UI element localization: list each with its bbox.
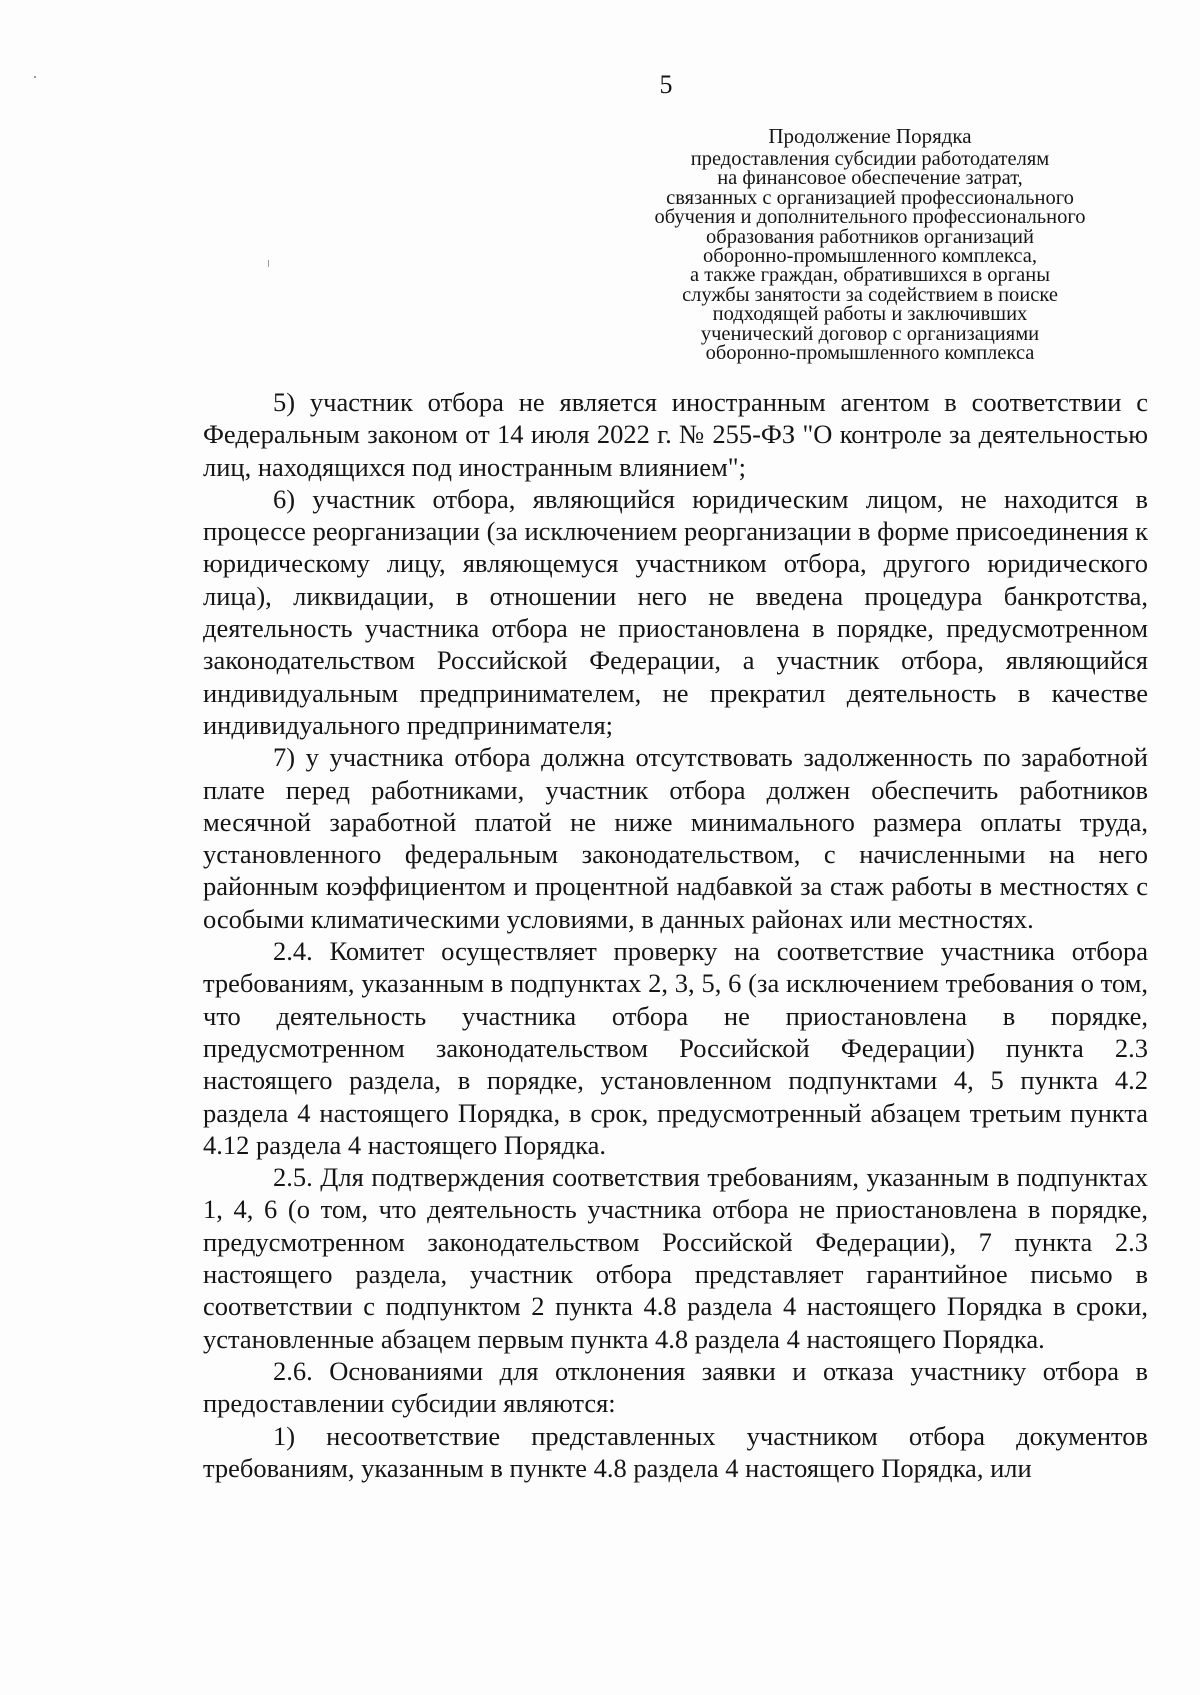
header-line: связанных с организацией профессионального xyxy=(666,186,1074,209)
header-line: на финансовое обеспечение затрат, xyxy=(717,167,1023,190)
paragraph-subitem-6: 6) участник отбора, являющийся юридическим лицом, не находится в процессе реорганизации (за исключением реорганизации в форме присоединения к юридическому лицу, являющемуся участником отбора, другого юридического лица), ликвидации, в отношении него не введена процедура банкротства, деятельность участника отбора не приостановлена в порядке, предусмотренном законодательством Российской Федерации, а участник отбора, являющийся индивидуальным предпринимателем, не прекратил деятельность в качестве индивидуального предпринимателя; xyxy=(203,483,1148,740)
header-line: оборонно-промышленного комплекса, xyxy=(703,245,1037,268)
paragraph-clause-2-4: 2.4. Комитет осуществляет проверку на соответствие участника отбора требованиям, указанным в подпунктах 2, 3, 5, 6 (за исключением требования о том, что деятельность участника отбора не приостановлена в порядке, предусмотренном законодательством Российской Федерации) пункта 2.3 настоящего раздела, в порядке, установленном подпунктами 4, 5 пункта 4.2 раздела 4 настоящего Порядка, в срок, предусмотренный абзацем третьим пункта 4.12 раздела 4 настоящего Порядка. xyxy=(203,936,1148,1160)
paragraph-clause-2-6: 2.6. Основаниями для отклонения заявки и отказа участнику отбора в предоставлении субсидии являются: xyxy=(203,1355,1148,1419)
document-body xyxy=(203,386,1148,1484)
header-line: а также граждан, обратившихся в органы xyxy=(689,264,1050,287)
header-line: ученический договор с организациями xyxy=(700,322,1040,345)
header-line: предоставления субсидии работодателям xyxy=(690,148,1050,170)
header-title: Продолжение Порядка xyxy=(768,124,972,148)
header-line: образования работников организаций xyxy=(706,225,1034,248)
continuation-header xyxy=(615,124,1125,363)
paragraph-subitem-7: 7) у участника отбора должна отсутствовать задолженность по заработной плате перед работниками, участник отбора должен обеспечить работников месячной заработной платой не ниже минимального размера оплаты труда, установленного федеральным законодательством, с начисленными на него районным коэффициентом и процентной надбавкой за стаж работы в местностях с особыми климатическими условиями, в данных районах или местностях. xyxy=(203,742,1148,934)
scan-speck xyxy=(268,260,269,267)
paragraph-clause-2-5: 2.5. Для подтверждения соответствия требованиям, указанным в подпунктах 1, 4, 6 (о том, что деятельность участника отбора не приостановлена в порядке, предусмотренном законодательством Российской Федерации), 7 пункта 2.3 настоящего раздела, участник отбора представляет гарантийное письмо в соответствии с подпунктом 2 пункта 4.8 раздела 4 настоящего Порядка в сроки, установленные абзацем первым пункта 4.8 раздела 4 настоящего Порядка. xyxy=(203,1162,1148,1354)
paragraph-subitem-1: 1) несоответствие представленных участником отбора документов требованиям, указанным в пункте 4.8 раздела 4 настоящего Порядка, или xyxy=(203,1420,1148,1483)
header-line: подходящей работы и заключивших xyxy=(712,303,1028,326)
header-line: оборонно-промышленного комплекса xyxy=(705,342,1035,365)
header-line: службы занятости за содействием в поиске xyxy=(682,283,1058,306)
paragraph-subitem-5: 5) участник отбора не является иностранным агентом в соответствии с Федеральным законом от 14 июля 2022 г. № 255-ФЗ "О контроле за деятельностью лиц, находящихся под иностранным влиянием"; xyxy=(203,387,1148,482)
header-line: обучения и дополнительного профессионального xyxy=(654,206,1086,229)
page-number: 5 xyxy=(659,70,673,99)
scan-speck xyxy=(34,76,36,78)
